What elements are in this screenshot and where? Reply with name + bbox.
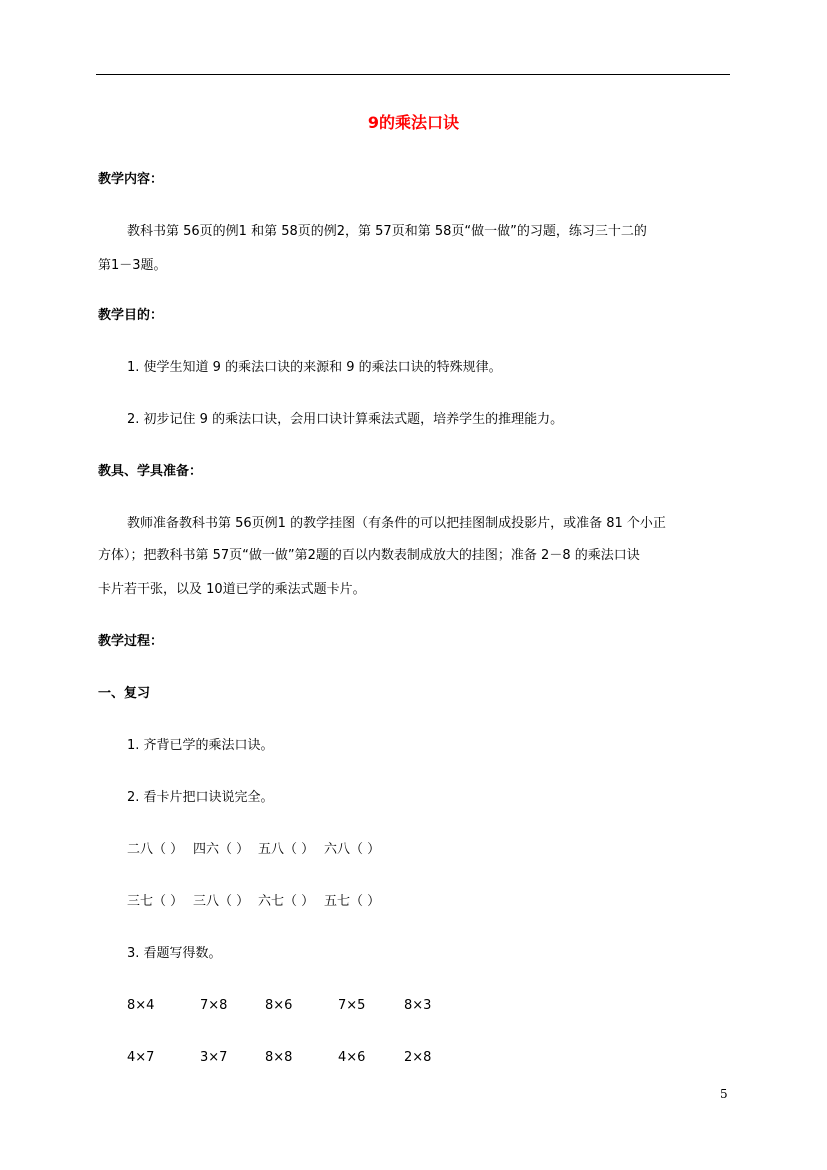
page-number: 5 [720,1087,728,1101]
document-title: 9的乘法口诀 [367,113,460,132]
header-rule [96,74,730,75]
review-item-2: 2. 看卡片把口诀说完全。 [127,790,274,805]
rhyme-row [0,892,827,912]
calc-cell: 8×3 [404,998,432,1013]
content-line-2: 第1－3题。 [98,258,167,273]
goal-item-1: 1. 使学生知道 9 的乘法口诀的来源和 9 的乘法口诀的特殊规律。 [127,360,502,375]
goal-item-2: 2. 初步记住 9 的乘法口诀，会用口诀计算乘法式题，培养学生的推理能力。 [127,412,564,427]
rhyme-cell: 六八（ ） [324,842,381,857]
rhyme-cell: 三七（ ） [127,894,184,909]
rhyme-cell: 三八（ ） [193,894,250,909]
calc-cell: 8×8 [265,1050,293,1065]
rhyme-cell: 六七（ ） [258,894,315,909]
calc-cell: 7×8 [200,998,228,1013]
content-heading: 教学内容： [98,172,164,187]
calc-cell: 8×6 [265,998,293,1013]
review-item-1: 1. 齐背已学的乘法口诀。 [127,738,274,753]
prep-line-1: 教师准备教科书第 56页例1 的教学挂图（有条件的可以把挂图制成投影片，或准备 81 个小正 [127,516,666,531]
rhyme-cell: 五七（ ） [324,894,381,909]
prep-line-3: 卡片若干张，以及 10道已学的乘法式题卡片。 [98,582,366,597]
prep-line-2: 方体）；把教科书第 57页“做一做”第2题的百以内数表制成放大的挂图；准备 2－8 的乘法口诀 [98,548,640,563]
rhyme-cell: 五八（ ） [258,842,315,857]
rhyme-cell: 四六（ ） [193,842,250,857]
calc-cell: 2×8 [404,1050,432,1065]
review-item-3: 3. 看题写得数。 [127,946,222,961]
calc-row [0,1048,827,1068]
calc-cell: 4×7 [127,1050,155,1065]
process-heading: 教学过程： [98,634,164,649]
calc-cell: 4×6 [338,1050,366,1065]
rhyme-row [0,840,827,860]
rhyme-cell: 二八（ ） [127,842,184,857]
goals-heading: 教学目的： [98,308,164,323]
calc-row [0,996,827,1016]
calc-cell: 8×4 [127,998,155,1013]
prep-heading: 教具、学具准备： [98,464,203,479]
calc-cell: 3×7 [200,1050,228,1065]
review-heading: 一、复习 [98,686,151,701]
calc-cell: 7×5 [338,998,366,1013]
content-line-1: 教科书第 56页的例1 和第 58页的例2，第 57页和第 58页“做一做”的习题，练习三十二的 [127,224,647,239]
